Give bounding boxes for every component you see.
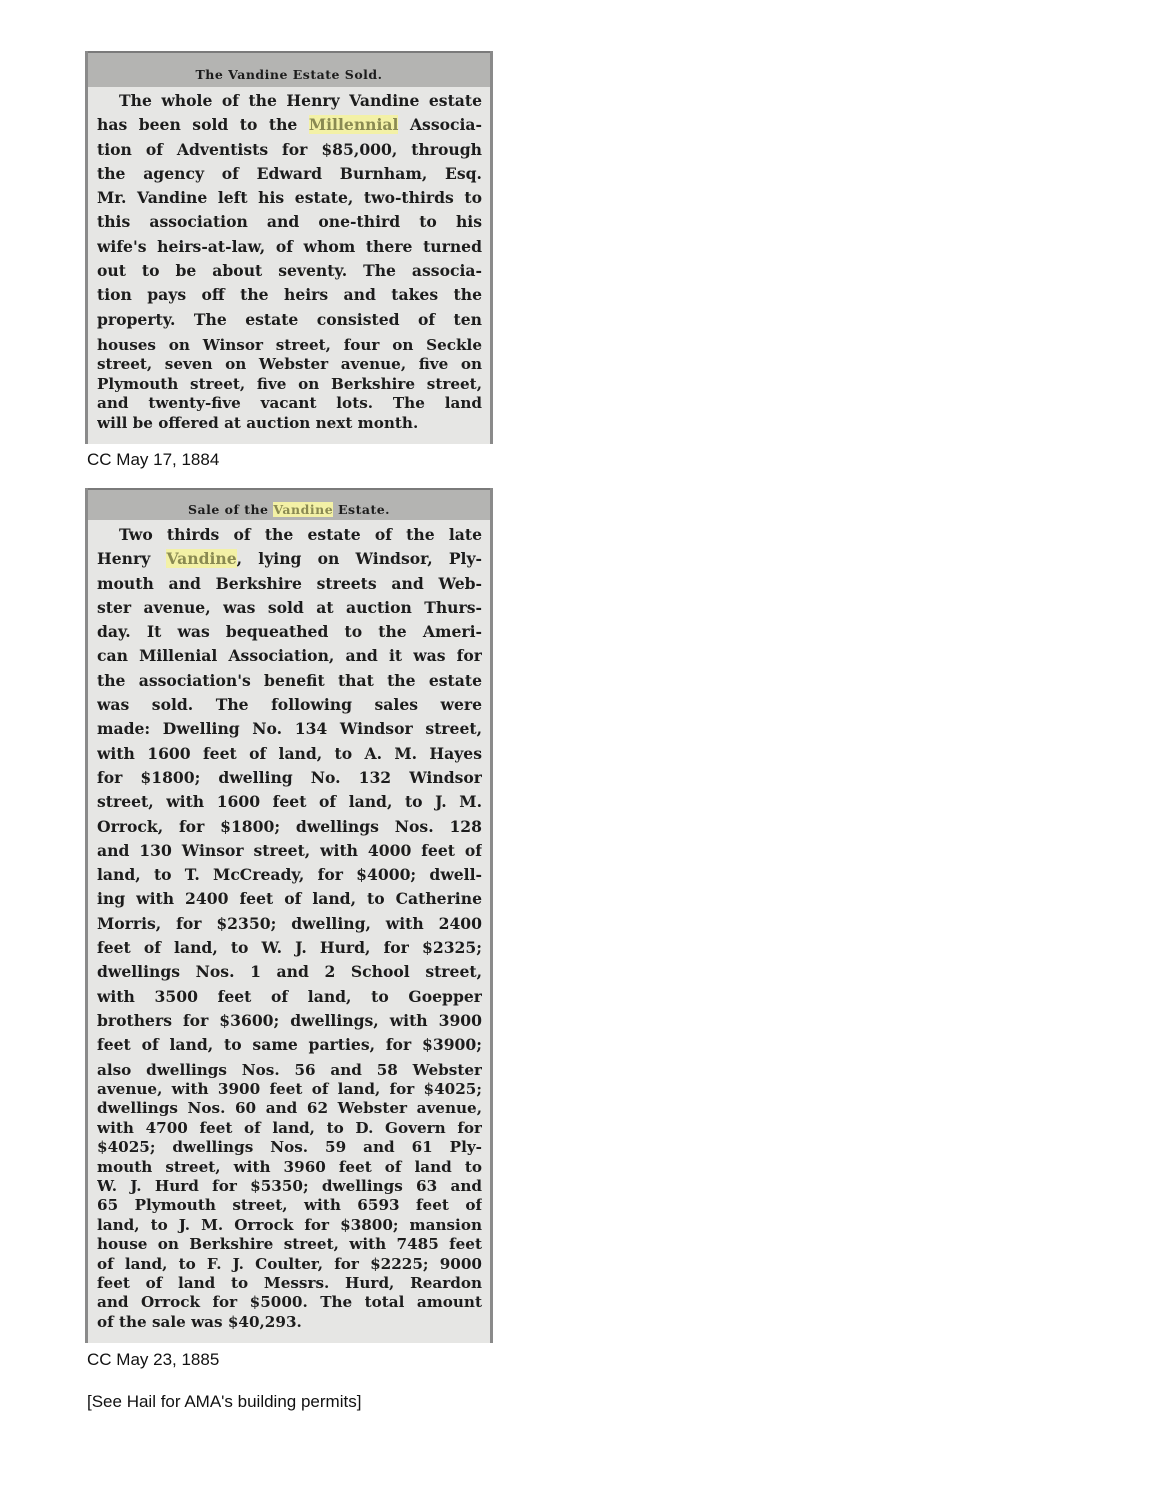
text-line: out to be about seventy. The associa- [97,261,482,281]
text-line: street, seven on Webster avenue, five on [97,355,482,374]
text-line: avenue, with 3900 feet of land, for $4025; [97,1079,482,1098]
text-line: with 4700 feet of land, to D. Govern for [97,1118,482,1137]
text-line: ing with 2400 feet of land, to Catherine [97,889,482,909]
highlighted-word: Millennial [308,115,399,135]
text-line: $4025; dwellings Nos. 59 and 61 Ply- [97,1138,482,1157]
text-line: feet of land to Messrs. Hurd, Reardon [97,1274,482,1292]
text-line: wife's heirs-at-law, of whom there turned [97,236,482,256]
text-line: houses on Winsor street, four on Seckle [97,335,482,354]
highlighted-word: Vandine [273,502,334,517]
text-line: 65 Plymouth street, with 6593 feet of [97,1196,482,1215]
text-line: W. J. Hurd for $5350; dwellings 63 and [97,1176,482,1195]
text-line: Two thirds of the estate of the late [119,525,482,544]
text-line: the agency of Edward Burnham, Esq. [97,163,482,183]
text-line: the association's benefit that the estate [97,670,482,690]
text-line: has been sold to the Millennial Associa- [97,115,482,135]
text-line: dwellings Nos. 60 and 62 Webster avenue, [97,1099,482,1118]
caption-date: CC May 17, 1884 [87,450,220,469]
text-line: ster avenue, was sold at auction Thurs- [97,597,482,617]
clipping-body [88,520,490,1332]
text-line: Plymouth street, five on Berkshire street, [97,374,482,393]
text-line: and twenty-five vacant lots. The land [97,394,482,413]
text-line: dwellings Nos. 1 and 2 School street, [97,962,482,982]
text-line: Mr. Vandine left his estate, two-thirds to [97,188,482,208]
text-line: tion of Adventists for $85,000, through [97,139,482,159]
text-line: Morris, for $2350; dwelling, with 2400 [97,913,482,933]
text-line: house on Berkshire street, with 7485 feet [97,1235,482,1254]
text-line: Henry Vandine, lying on Windsor, Ply- [97,549,482,569]
clipping-sale-of-vandine-estate [85,488,493,1343]
text-line: Orrock, for $1800; dwellings Nos. 128 [97,816,482,836]
text-line: made: Dwelling No. 134 Windsor street, [97,719,482,739]
text-line: with 3500 feet of land, to Goepper [97,986,482,1006]
clipping-title-text: The Vandine Estate Sold. [195,67,383,82]
text-line: and 130 Winsor street, with 4000 feet of [97,840,482,860]
clipping-vandine-estate-sold [85,51,493,444]
highlighted-word: Vandine [166,549,237,569]
text-line: for $1800; dwelling No. 132 Windsor [97,767,482,787]
clipping-title [88,51,490,87]
clipping-title-text: Sale of the Vandine Estate. [187,502,391,517]
text-line: mouth street, with 3960 feet of land to [97,1157,482,1176]
text-line: street, with 1600 feet of land, to J. M. [97,792,482,812]
text-line: tion pays off the heirs and takes the [97,285,482,305]
text-line: of the sale was $40,293. [97,1312,302,1331]
clipping-title [88,488,490,520]
text-line: of land, to F. J. Coulter, for $2225; 9000 [97,1254,482,1273]
text-line: The whole of the Henry Vandine estate [119,91,482,110]
text-line: feet of land, to W. J. Hurd, for $2325; [97,938,482,958]
note-text: [See Hail for AMA's building permits] [87,1392,362,1411]
text-line: and Orrock for $5000. The total amount [97,1293,482,1312]
text-line: land, to T. McCready, for $4000; dwell- [97,865,482,885]
clipping-body [88,87,490,433]
text-line: mouth and Berkshire streets and Web- [97,573,482,593]
text-line: day. It was bequeathed to the Ameri- [97,622,482,642]
text-line: land, to J. M. Orrock for $3800; mansion [97,1215,482,1234]
text-line: property. The estate consisted of ten [97,309,482,329]
text-line: with 1600 feet of land, to A. M. Hayes [97,743,482,763]
text-line: will be offered at auction next month. [97,413,419,432]
text-line: can Millenial Association, and it was for [97,646,482,666]
text-line: this association and one-third to his [97,212,482,232]
text-line: brothers for $3600; dwellings, with 3900 [97,1010,482,1030]
text-line: also dwellings Nos. 56 and 58 Webster [97,1060,482,1079]
text-line: feet of land, to same parties, for $3900; [97,1035,482,1055]
caption-date: CC May 23, 1885 [87,1350,220,1369]
text-line: was sold. The following sales were [97,695,482,715]
